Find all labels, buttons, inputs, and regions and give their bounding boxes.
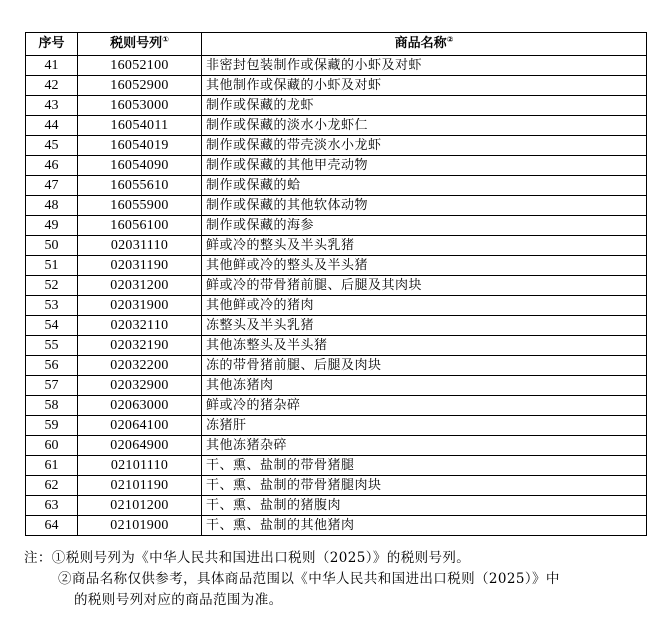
table-row (26, 256, 647, 276)
table-row (26, 116, 647, 136)
table-row (26, 56, 647, 76)
footnote-line-2: ②商品名称仅供参考，具体商品范围以《中华人民共和国进出口税则（2025）》中 (58, 571, 560, 587)
product-name-cell: 干、熏、盐制的带骨猪腿肉块 (202, 476, 647, 496)
tariff-code-cell: 16055900 (78, 196, 202, 216)
table-row (26, 296, 647, 316)
table-header-row (26, 33, 647, 56)
tariff-code-cell: 02031110 (78, 236, 202, 256)
table-row (26, 196, 647, 216)
header-code-footnote-marker: ① (162, 35, 169, 44)
product-name-cell: 其他鲜或冷的整头及半头猪 (202, 256, 647, 276)
header-name-footnote-marker: ② (446, 35, 454, 44)
tariff-code-cell: 02032190 (78, 336, 202, 356)
seq-cell: 47 (26, 176, 78, 196)
table-row (26, 156, 647, 176)
table-row (26, 176, 647, 196)
tariff-code-cell: 02064900 (78, 436, 202, 456)
footnote-line-1: 注：①税则号列为《中华人民共和国进出口税则（2025）》的税则号列。 (24, 550, 471, 566)
seq-cell: 42 (26, 76, 78, 96)
seq-cell: 46 (26, 156, 78, 176)
seq-cell: 60 (26, 436, 78, 456)
seq-cell: 53 (26, 296, 78, 316)
product-name-cell: 其他鲜或冷的猪肉 (202, 296, 647, 316)
tariff-table (25, 32, 647, 536)
header-code: 税则号列① (78, 33, 202, 56)
tariff-code-cell: 16054019 (78, 136, 202, 156)
product-name-cell: 其他冻整头及半头猪 (202, 336, 647, 356)
table-body (26, 56, 647, 536)
seq-cell: 61 (26, 456, 78, 476)
product-name-cell: 鲜或冷的整头及半头乳猪 (202, 236, 647, 256)
table-row (26, 316, 647, 336)
seq-cell: 63 (26, 496, 78, 516)
table-row (26, 516, 647, 536)
product-name-cell: 制作或保藏的带壳淡水小龙虾 (202, 136, 647, 156)
seq-cell: 56 (26, 356, 78, 376)
table-row (26, 216, 647, 236)
tariff-code-cell: 16054011 (78, 116, 202, 136)
seq-cell: 62 (26, 476, 78, 496)
tariff-code-cell: 02101900 (78, 516, 202, 536)
product-name-cell: 制作或保藏的其他甲壳动物 (202, 156, 647, 176)
tariff-code-cell: 02031900 (78, 296, 202, 316)
tariff-code-cell: 02101110 (78, 456, 202, 476)
tariff-code-cell: 02063000 (78, 396, 202, 416)
seq-cell: 57 (26, 376, 78, 396)
tariff-code-cell: 02032900 (78, 376, 202, 396)
table-row (26, 356, 647, 376)
table-row (26, 476, 647, 496)
tariff-code-cell: 02032110 (78, 316, 202, 336)
table-row (26, 496, 647, 516)
table-row (26, 376, 647, 396)
seq-cell: 52 (26, 276, 78, 296)
product-name-cell: 冻的带骨猪前腿、后腿及肉块 (202, 356, 647, 376)
product-name-cell: 冻猪肝 (202, 416, 647, 436)
tariff-code-cell: 02031200 (78, 276, 202, 296)
tariff-code-cell: 16053000 (78, 96, 202, 116)
seq-cell: 44 (26, 116, 78, 136)
table-row (26, 396, 647, 416)
tariff-code-cell: 16056100 (78, 216, 202, 236)
table-row (26, 96, 647, 116)
seq-cell: 48 (26, 196, 78, 216)
product-name-cell: 干、熏、盐制的猪腹肉 (202, 496, 647, 516)
seq-cell: 50 (26, 236, 78, 256)
product-name-cell: 制作或保藏的其他软体动物 (202, 196, 647, 216)
seq-cell: 55 (26, 336, 78, 356)
product-name-cell: 制作或保藏的蛤 (202, 176, 647, 196)
table-row (26, 76, 647, 96)
table-row (26, 276, 647, 296)
tariff-code-cell: 02101190 (78, 476, 202, 496)
product-name-cell: 冻整头及半头乳猪 (202, 316, 647, 336)
seq-cell: 51 (26, 256, 78, 276)
table-row (26, 456, 647, 476)
seq-cell: 41 (26, 56, 78, 76)
seq-cell: 64 (26, 516, 78, 536)
tariff-code-cell: 16055610 (78, 176, 202, 196)
table-row (26, 336, 647, 356)
product-name-cell: 制作或保藏的淡水小龙虾仁 (202, 116, 647, 136)
seq-cell: 59 (26, 416, 78, 436)
table-row (26, 236, 647, 256)
tariff-code-cell: 02064100 (78, 416, 202, 436)
tariff-code-cell: 02031190 (78, 256, 202, 276)
tariff-code-cell: 16052100 (78, 56, 202, 76)
footnotes (24, 548, 649, 611)
seq-cell: 49 (26, 216, 78, 236)
table-row (26, 136, 647, 156)
product-name-cell: 鲜或冷的带骨猪前腿、后腿及其肉块 (202, 276, 647, 296)
tariff-code-cell: 16054090 (78, 156, 202, 176)
product-name-cell: 其他冻猪杂碎 (202, 436, 647, 456)
seq-cell: 45 (26, 136, 78, 156)
seq-cell: 43 (26, 96, 78, 116)
seq-cell: 58 (26, 396, 78, 416)
product-name-cell: 制作或保藏的海参 (202, 216, 647, 236)
table-row (26, 436, 647, 456)
product-name-cell: 干、熏、盐制的其他猪肉 (202, 516, 647, 536)
table-row (26, 416, 647, 436)
tariff-code-cell: 16052900 (78, 76, 202, 96)
footnote-line-3: 的税则号列对应的商品范围为准。 (74, 592, 283, 608)
header-name: 商品名称② (202, 33, 647, 56)
tariff-code-cell: 02101200 (78, 496, 202, 516)
product-name-cell: 干、熏、盐制的带骨猪腿 (202, 456, 647, 476)
seq-cell: 54 (26, 316, 78, 336)
header-seq: 序号 (26, 33, 78, 56)
product-name-cell: 其他冻猪肉 (202, 376, 647, 396)
tariff-code-cell: 02032200 (78, 356, 202, 376)
product-name-cell: 其他制作或保藏的小虾及对虾 (202, 76, 647, 96)
product-name-cell: 制作或保藏的龙虾 (202, 96, 647, 116)
product-name-cell: 非密封包装制作或保藏的小虾及对虾 (202, 56, 647, 76)
product-name-cell: 鲜或冷的猪杂碎 (202, 396, 647, 416)
